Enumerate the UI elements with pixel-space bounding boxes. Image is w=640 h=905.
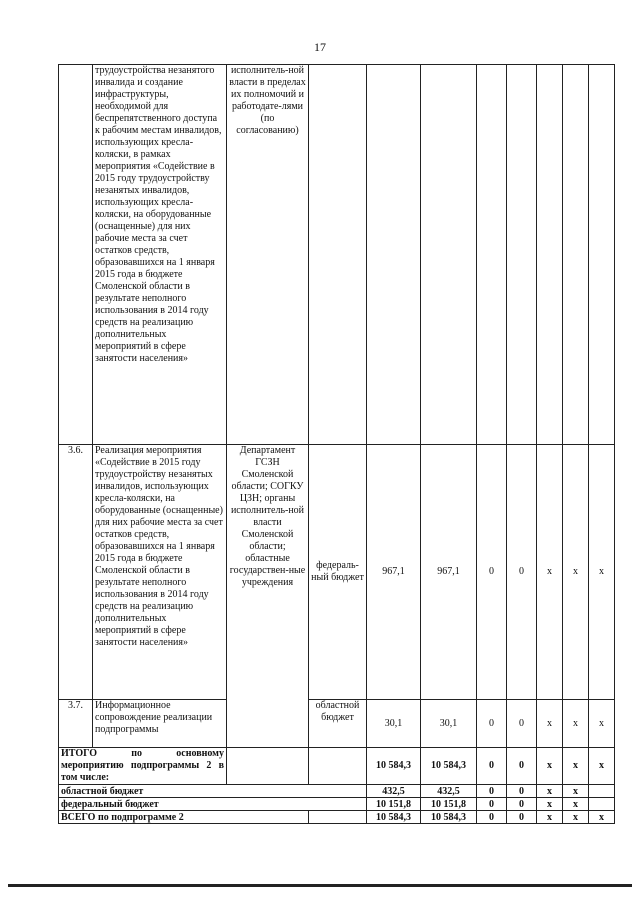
value-2018: x	[537, 748, 563, 785]
value-2018: x	[537, 700, 563, 748]
value-2017: 0	[507, 811, 537, 824]
row-number: 3.6.	[59, 445, 93, 700]
value-2016: 0	[477, 811, 507, 824]
value-2020: x	[589, 445, 615, 700]
row-number	[59, 65, 93, 445]
summary-label: федеральный бюджет	[59, 798, 367, 811]
value-2018: x	[537, 811, 563, 824]
value-2020: x	[589, 700, 615, 748]
value-2016: 0	[477, 798, 507, 811]
summary-label: ИТОГО по основному мероприятию подпрограммы 2 в том числе:	[59, 748, 227, 785]
funding-source: областной бюджет	[309, 700, 367, 748]
funding-source: федераль-ный бюджет	[309, 445, 367, 700]
value-2019: x	[563, 798, 589, 811]
activity-name: Информационное сопровождение реализации подпрограммы	[93, 700, 227, 748]
value-2019: x	[563, 445, 589, 700]
value-2017: 0	[507, 445, 537, 700]
value-2020	[589, 785, 615, 798]
value-2017: 0	[507, 785, 537, 798]
summary-row	[59, 748, 615, 785]
program-table	[58, 64, 615, 824]
value-2019: x	[563, 811, 589, 824]
value-2020: x	[589, 748, 615, 785]
value-2015: 967,1	[421, 445, 477, 700]
table-row	[59, 65, 615, 445]
value-2016: 0	[477, 445, 507, 700]
value-2018: x	[537, 785, 563, 798]
summary-row	[59, 798, 615, 811]
value-2020	[589, 798, 615, 811]
activity-name: трудоустройства незанятого инвалида и создание инфраструктуры, необходимой для беспрепятственного доступа к рабочим местам инвалидов, использующих кресла-коляски, в рамках мероприятия «Содействие в 2015 году трудоустройству незанятых инвалидов, использующих кресла-коляски, на оборудованные (оснащенные) для них рабочие места за счет остатков средств, образовавшихся на 1 января 2015 года в бюджете Смоленской области в результате неполного использования в 2014 году средств на реализацию дополнительных мероприятий в сфере занятости населения»	[93, 65, 227, 445]
value-2020: x	[589, 811, 615, 824]
value-2018: x	[537, 445, 563, 700]
value-2019: x	[563, 748, 589, 785]
total-value: 432,5	[367, 785, 421, 798]
value-2015: 10 584,3	[421, 811, 477, 824]
value-2019: x	[563, 785, 589, 798]
value-2016: 0	[477, 785, 507, 798]
value-2016: 0	[477, 748, 507, 785]
page-number: 17	[314, 40, 326, 54]
page-bottom-rule	[8, 884, 632, 887]
value-2017: 0	[507, 798, 537, 811]
total-value: 10 584,3	[367, 748, 421, 785]
table-row	[59, 445, 615, 700]
row-number: 3.7.	[59, 700, 93, 748]
value-2018: x	[537, 798, 563, 811]
value-2015: 10 151,8	[421, 798, 477, 811]
total-value: 10 151,8	[367, 798, 421, 811]
activity-name: Реализация мероприятия «Содействие в 2015 году трудоустройству незанятых инвалидов, использующих кресла-коляски, на оборудованные (оснащенные) для них рабочие места за счет остатков средств, образовавшихся на 1 января 2015 года в бюджете Смоленской области в результате неполного использования в 2014 году средств на реализацию дополнительных мероприятий в сфере занятости населения»	[93, 445, 227, 700]
executor: Департамент ГСЗН Смоленской области; СОГКУ ЦЗН; органы исполнитель-ной власти Смоленской области; областные государствен-ные учреждения	[227, 445, 309, 748]
summary-label: ВСЕГО по подпрограмме 2	[59, 811, 309, 824]
value-2015: 30,1	[421, 700, 477, 748]
summary-label: областной бюджет	[59, 785, 367, 798]
value-2017: 0	[507, 700, 537, 748]
value-2015: 432,5	[421, 785, 477, 798]
value-2016: 0	[477, 700, 507, 748]
table-row	[59, 700, 615, 748]
value-2015: 10 584,3	[421, 748, 477, 785]
total-value: 30,1	[367, 700, 421, 748]
summary-row	[59, 785, 615, 798]
total-value: 967,1	[367, 445, 421, 700]
summary-row	[59, 811, 615, 824]
value-2017: 0	[507, 748, 537, 785]
executor: исполнитель-ной власти в пределах их полномочий и работодате-лями (по согласованию)	[227, 65, 309, 445]
value-2019: x	[563, 700, 589, 748]
total-value: 10 584,3	[367, 811, 421, 824]
